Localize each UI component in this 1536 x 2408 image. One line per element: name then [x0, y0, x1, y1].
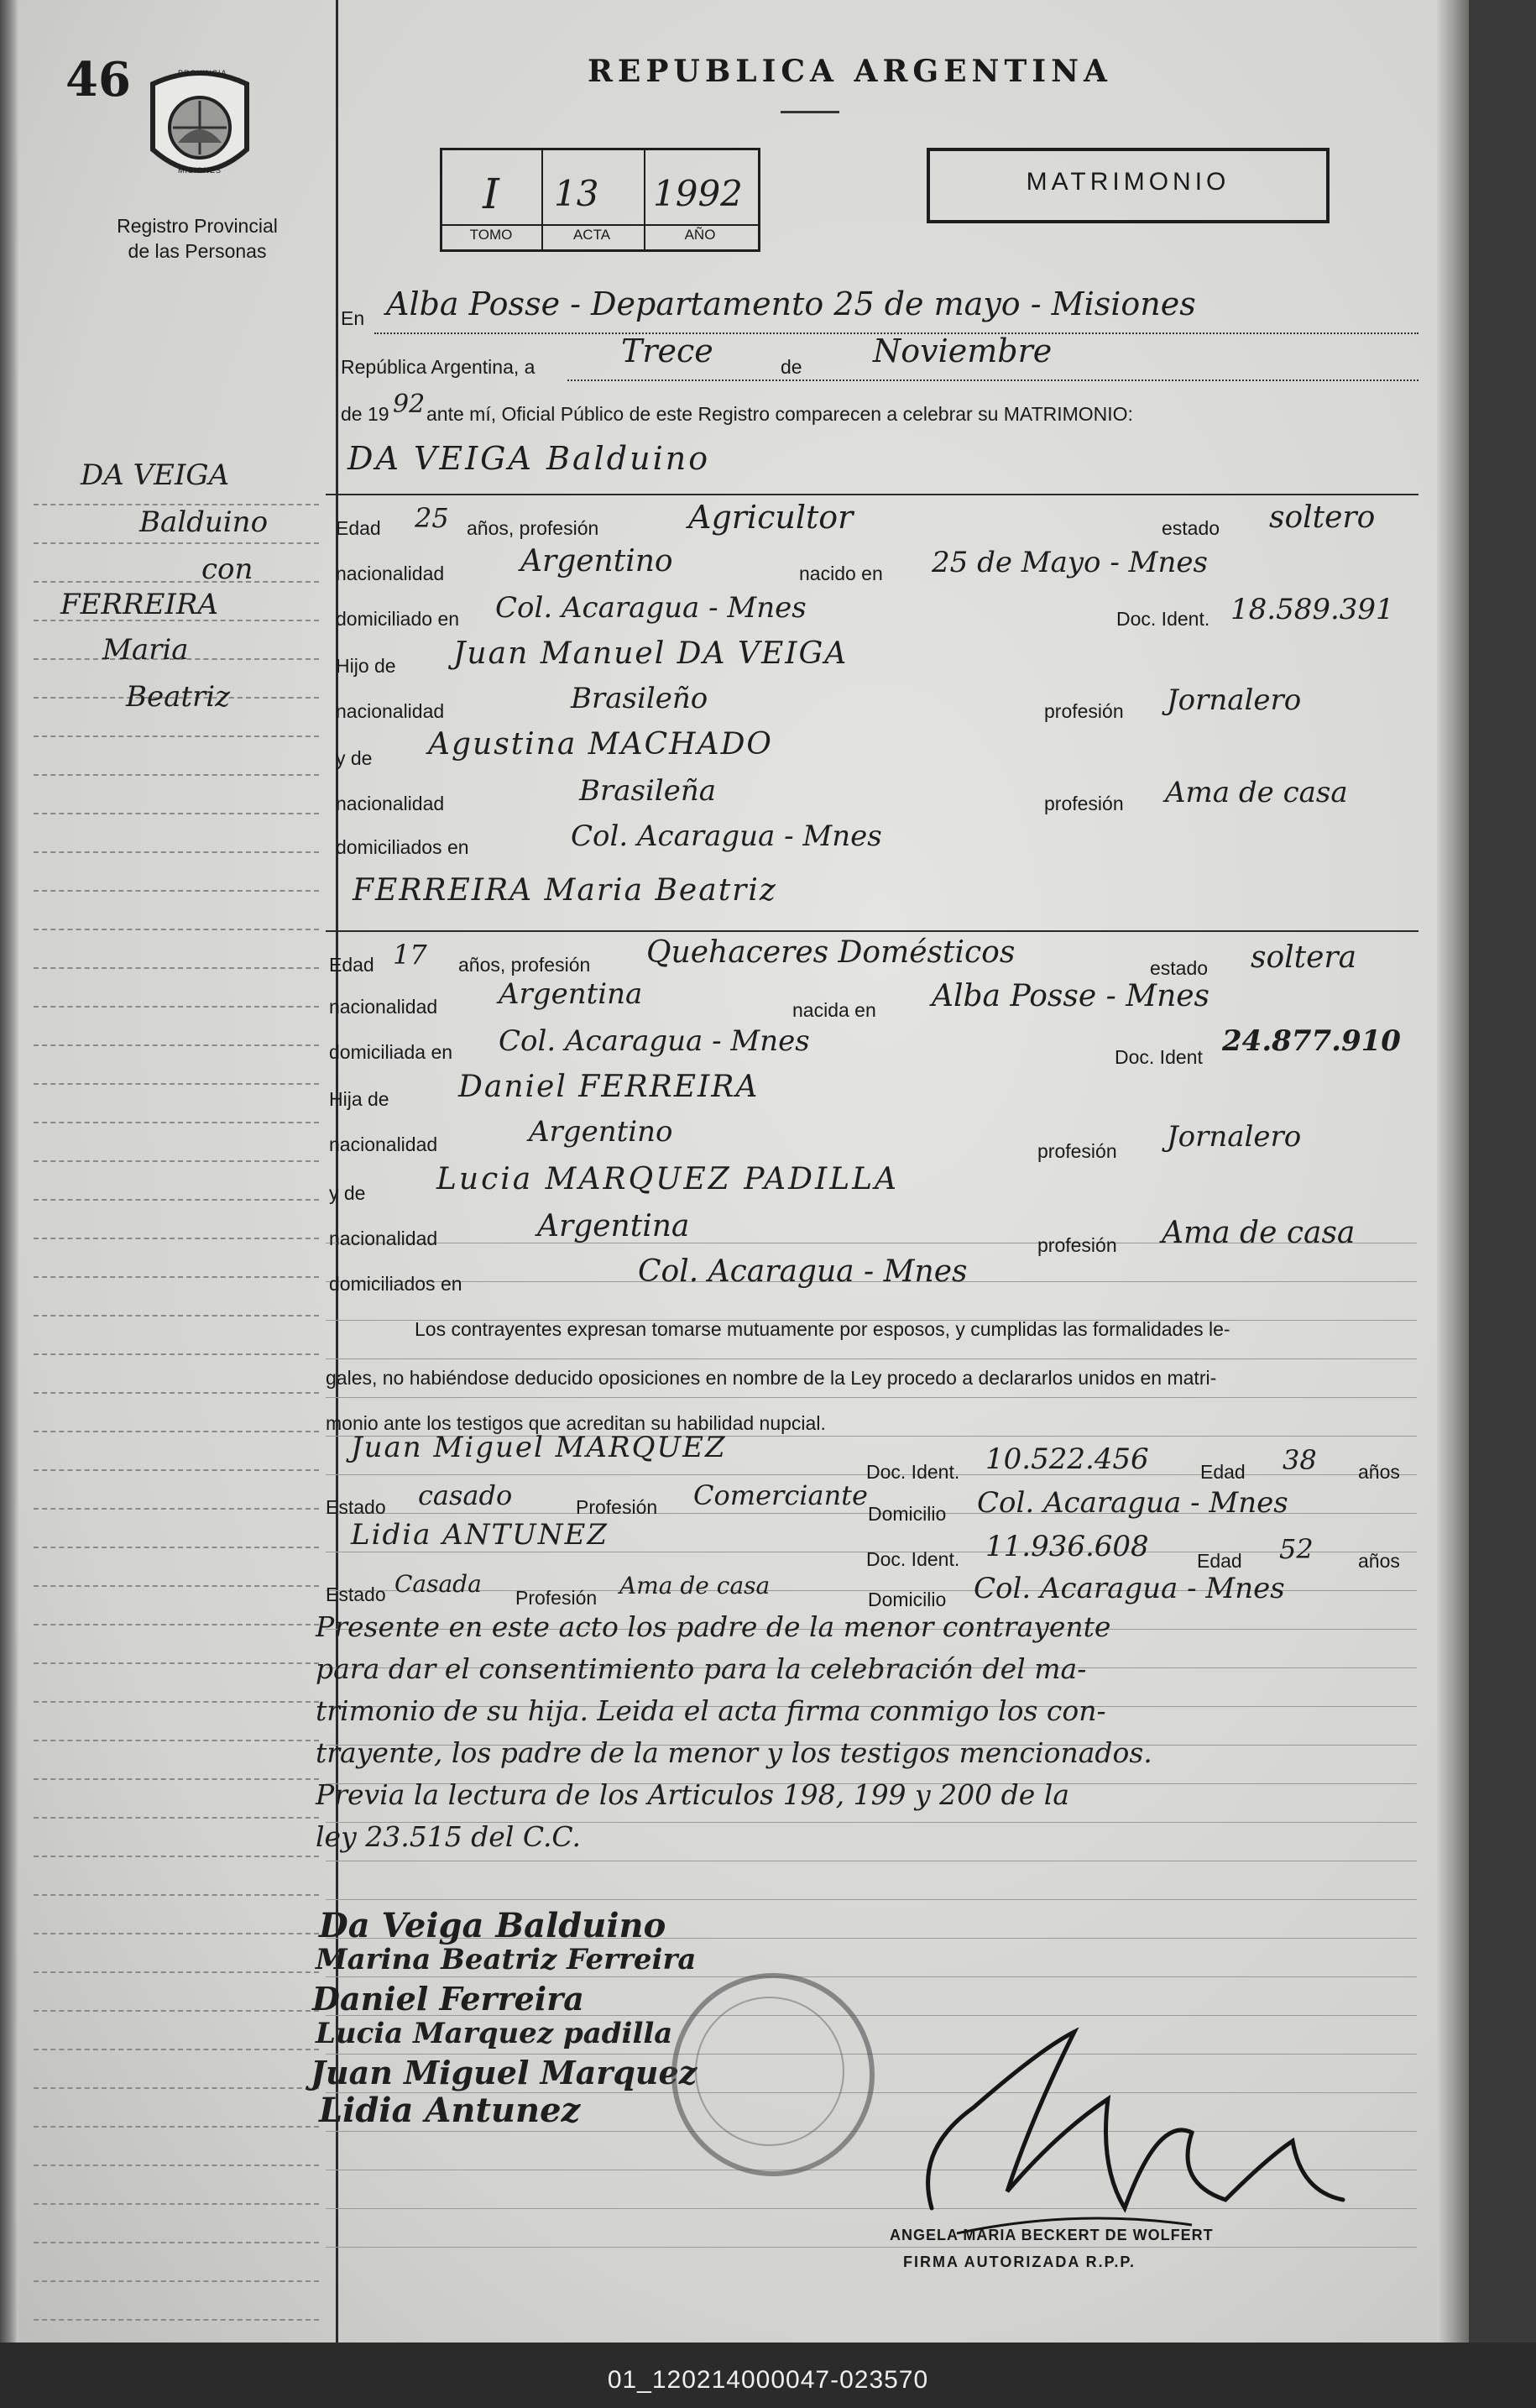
form-ruled-line — [326, 1397, 1417, 1398]
groom-edad: 25 — [415, 502, 449, 534]
page-number: 46 — [65, 52, 131, 107]
bride-padre-nac: Argentino — [529, 1115, 673, 1149]
margin-ruled-line — [34, 2010, 319, 2012]
signature-line: Marina Beatriz Ferreira — [316, 1943, 697, 1976]
groom-padre-nac-label: nacionalidad — [336, 700, 445, 722]
bride-madre-nac: Argentina — [537, 1209, 690, 1243]
margin-ruled-line — [34, 1083, 319, 1085]
margin-ruled-line — [34, 1740, 319, 1741]
witness1-estado-label: Estado — [326, 1496, 386, 1518]
bride-madre: Lucia MARQUEZ PADILLA — [436, 1162, 900, 1196]
tomo-value: I — [483, 170, 499, 218]
margin-ruled-line — [34, 813, 319, 814]
bride-y-de-label: y de — [329, 1182, 366, 1204]
bride-madre-prof-label: profesión — [1037, 1234, 1117, 1256]
witness1-profesion-label: Profesión — [576, 1496, 658, 1518]
witness1-doc: 10.522.456 — [985, 1442, 1149, 1476]
groom-doc-label: Doc. Ident. — [1116, 608, 1210, 630]
bride-name: FERREIRA Maria Beatriz — [353, 873, 777, 908]
margin-name-line: DA VEIGA — [81, 458, 230, 492]
bride-padre-prof: Jornalero — [1167, 1120, 1302, 1154]
bride-edad-label: Edad — [329, 954, 374, 976]
form-ruled-line — [326, 1976, 1417, 1977]
margin-ruled-line — [34, 1508, 319, 1510]
signature-line: Lidia Antunez — [319, 2091, 581, 2130]
margin-ruled-line — [34, 1547, 319, 1548]
month-value: Noviembre — [873, 332, 1053, 369]
margin-ruled-line — [34, 851, 319, 853]
margin-ruled-line — [34, 1701, 319, 1703]
margin-ruled-line — [34, 2319, 319, 2321]
bride-doc: 24.877.910 — [1222, 1024, 1401, 1058]
form-ruled-line — [326, 1358, 1417, 1359]
de-label: de — [781, 356, 802, 378]
groom-hijo-label: Hijo de — [336, 655, 396, 677]
witness1-profesion: Comerciante — [693, 1479, 868, 1511]
witness1-doc-label: Doc. Ident. — [866, 1461, 960, 1483]
witness2-estado: Casada — [394, 1570, 482, 1598]
en-label: En — [341, 307, 365, 329]
note-line: ley 23.515 del C.C. — [316, 1820, 581, 1853]
groom-padre: Juan Manuel DA VEIGA — [453, 636, 849, 671]
declaration-line2: gales, no habiéndose deducido oposiciones en nombre de la Ley procedo a declararlos unidos en matri- — [326, 1367, 1217, 1389]
margin-ruled-line — [34, 1894, 319, 1896]
margin-ruled-line — [34, 967, 319, 969]
groom-madre-nac: Brasileña — [579, 774, 716, 808]
groom-nacido-en: 25 de Mayo - Mnes — [932, 546, 1208, 579]
margin-ruled-line — [34, 1933, 319, 1934]
official-seal — [671, 1973, 875, 2176]
margin-ruled-line — [34, 1276, 319, 1278]
margin-ruled-line — [34, 1778, 319, 1780]
bride-estado-label: estado — [1150, 957, 1209, 979]
signature-line: Daniel Ferreira — [312, 1980, 584, 2018]
margin-name-line: Maria — [102, 633, 189, 667]
bride-padres-dom-label: domiciliados en — [329, 1273, 462, 1295]
groom-madre-prof-label: profesión — [1044, 793, 1124, 814]
margin-name-line: FERREIRA — [60, 588, 219, 621]
margin-ruled-line — [34, 581, 319, 583]
tomo-label: TOMO — [469, 227, 513, 243]
witness2-anos-label: años — [1358, 1550, 1400, 1572]
witness1-domicilio: Col. Acaragua - Mnes — [977, 1486, 1288, 1520]
margin-ruled-line — [34, 542, 319, 544]
margin-ruled-line — [34, 1392, 319, 1394]
margin-ruled-line — [34, 1662, 319, 1664]
signature-line: Juan Miguel Marquez — [311, 2054, 697, 2091]
bride-madre-nac-label: nacionalidad — [329, 1228, 438, 1249]
margin-ruled-line — [34, 2049, 319, 2050]
anio-value: 1992 — [653, 173, 743, 214]
witness1-domicilio-label: Domicilio — [868, 1503, 947, 1525]
seal-text-top: PROVINCIA — [178, 69, 227, 77]
groom-madre-prof: Ama de casa — [1165, 776, 1348, 809]
margin-name-line: con — [201, 552, 253, 586]
groom-y-de-label: y de — [336, 747, 373, 769]
bride-anos-profesion-label: años, profesión — [458, 954, 591, 976]
note-line: trayente, los padre de la menor y los testigos mencionados. — [316, 1736, 1152, 1769]
groom-estado: soltero — [1269, 500, 1376, 535]
margin-ruled-line — [34, 1469, 319, 1471]
groom-madre: Agustina MACHADO — [428, 727, 773, 762]
groom-estado-label: estado — [1162, 517, 1220, 539]
bride-profesion: Quehaceres Domésticos — [646, 935, 1016, 970]
note-line: Presente en este acto los padre de la menor contrayente — [316, 1610, 1111, 1643]
margin-ruled-line — [34, 1817, 319, 1819]
groom-nacionalidad: Argentino — [520, 544, 673, 578]
witness2-estado-label: Estado — [326, 1584, 386, 1605]
margin-ruled-line — [34, 890, 319, 892]
margin-ruled-line — [34, 1238, 319, 1239]
bride-hija-label: Hija de — [329, 1088, 389, 1110]
margin-ruled-line — [34, 2242, 319, 2243]
bride-doc-label: Doc. Ident — [1115, 1046, 1203, 1068]
margin-ruled-line — [34, 1122, 319, 1123]
margin-ruled-line — [34, 1006, 319, 1008]
groom-padre-prof-label: profesión — [1044, 700, 1124, 722]
witness2-doc-label: Doc. Ident. — [866, 1548, 960, 1570]
year-suffix: 92 — [393, 390, 426, 419]
margin-ruled-line — [34, 1856, 319, 1857]
day-value: Trece — [621, 332, 713, 369]
declaration-line3: monio ante los testigos que acreditan su habilidad nupcial. — [326, 1412, 826, 1434]
margin-ruled-line — [34, 1431, 319, 1432]
acta-label: ACTA — [572, 227, 611, 243]
margin-ruled-line — [34, 929, 319, 930]
witness1-estado: casado — [418, 1479, 513, 1511]
margin-ruled-line — [34, 1624, 319, 1625]
bride-padre-nac-label: nacionalidad — [329, 1133, 438, 1155]
note-line: para dar el consentimiento para la celebración del ma- — [316, 1652, 1087, 1685]
groom-anos-profesion-label: años, profesión — [467, 517, 599, 539]
bride-nacionalidad-label: nacionalidad — [329, 996, 438, 1018]
margin-ruled-line — [34, 1585, 319, 1587]
witness2-name: Lidia ANTUNEZ — [351, 1518, 609, 1552]
margin-ruled-line — [34, 1044, 319, 1046]
note-line: trimonio de su hija. Leida el acta firma conmigo los con- — [316, 1694, 1106, 1727]
bride-nacionalidad: Argentina — [499, 977, 643, 1011]
year-prefix: de 19 — [341, 403, 389, 425]
bride-estado: soltera — [1251, 940, 1357, 975]
witness2-edad: 52 — [1279, 1533, 1314, 1565]
bride-nacida-en: Alba Posse - Mnes — [932, 979, 1210, 1013]
groom-nacionalidad-label: nacionalidad — [336, 563, 445, 584]
note-line: Previa la lectura de los Articulos 198, 199 y 200 de la — [316, 1778, 1070, 1811]
margin-ruled-line — [34, 2203, 319, 2205]
page-binding — [0, 0, 18, 2343]
official-stamp-title: FIRMA AUTORIZADA R.P.P. — [903, 2254, 1136, 2270]
margin-ruled-line — [34, 1971, 319, 1973]
margin-ruled-line — [34, 2126, 319, 2128]
groom-name: DA VEIGA Balduino — [347, 440, 711, 477]
signature-line: Da Veiga Balduino — [319, 1906, 666, 1945]
groom-profesion: Agricultor — [688, 499, 854, 536]
margin-ruled-line — [34, 1199, 319, 1201]
acta-value: 13 — [554, 173, 599, 214]
bride-domiciliada-label: domiciliada en — [329, 1041, 453, 1063]
bride-padres-dom: Col. Acaragua - Mnes — [638, 1254, 968, 1289]
witness2-doc: 11.936.608 — [985, 1530, 1149, 1563]
bride-domicilio: Col. Acaragua - Mnes — [499, 1024, 810, 1058]
declaration-line1: Los contrayentes expresan tomarse mutuamente por esposos, y cumplidas las formalidades le- — [415, 1318, 1230, 1340]
margin-ruled-line — [34, 1353, 319, 1355]
registry-name-line1: Registro Provincial — [117, 215, 278, 237]
anio-label: AÑO — [684, 227, 716, 243]
margin-ruled-line — [34, 1160, 319, 1162]
bride-padre: Daniel FERREIRA — [458, 1070, 760, 1104]
scan-reference-code: 01_120214000047-023570 — [607, 2366, 929, 2394]
margin-ruled-line — [34, 2165, 319, 2166]
record-type: MATRIMONIO — [1026, 168, 1230, 196]
witness1-edad: 38 — [1283, 1444, 1317, 1476]
registry-name-line2: de las Personas — [128, 240, 267, 262]
seal-text-bottom: MISIONES — [178, 166, 222, 175]
margin-ruled-line — [34, 1315, 319, 1317]
groom-padre-prof: Jornalero — [1167, 683, 1302, 717]
margin-ruled-line — [34, 774, 319, 776]
groom-padre-nac: Brasileño — [571, 682, 708, 715]
margin-name-line: Balduino — [139, 505, 269, 539]
official-signature — [906, 1998, 1377, 2250]
title-ornament — [781, 111, 839, 113]
intro-statement: ante mí, Oficial Público de este Registro comparecen a celebrar su MATRIMONIO: — [426, 403, 1133, 425]
witness2-profesion-label: Profesión — [515, 1587, 598, 1609]
witness1-anos-label: años — [1358, 1461, 1400, 1483]
groom-edad-label: Edad — [336, 517, 381, 539]
form-ruled-line — [326, 1899, 1417, 1900]
country-title: REPUBLICA ARGENTINA — [588, 54, 1112, 89]
republica-label: República Argentina, a — [341, 356, 536, 378]
margin-ruled-line — [34, 2280, 319, 2282]
witness2-profesion: Ama de casa — [619, 1572, 771, 1599]
witness1-edad-label: Edad — [1200, 1461, 1246, 1483]
signature-line: Lucia Marquez padilla — [316, 2017, 673, 2050]
witness1-name: Juan Miguel MARQUEZ — [351, 1431, 727, 1464]
groom-madre-nac-label: nacionalidad — [336, 793, 445, 814]
groom-domicilio: Col. Acaragua - Mnes — [495, 591, 807, 625]
groom-padres-dom: Col. Acaragua - Mnes — [571, 819, 882, 853]
groom-doc: 18.589.391 — [1230, 593, 1394, 626]
page-edge — [1437, 0, 1469, 2343]
bride-nacida-label: nacida en — [792, 999, 876, 1021]
bride-edad: 17 — [393, 939, 427, 971]
margin-ruled-line — [34, 735, 319, 737]
margin-ruled-line — [34, 2087, 319, 2089]
groom-nacido-label: nacido en — [799, 563, 883, 584]
place-value: Alba Posse - Departamento 25 de mayo - Misiones — [386, 285, 1196, 322]
official-stamp-name: ANGELA MARIA BECKERT DE WOLFERT — [890, 2227, 1214, 2243]
bride-padre-prof-label: profesión — [1037, 1140, 1117, 1162]
witness2-domicilio-label: Domicilio — [868, 1589, 947, 1610]
margin-name-line: Beatriz — [126, 680, 231, 714]
bride-madre-prof: Ama de casa — [1162, 1216, 1356, 1250]
groom-domiciliado-label: domiciliado en — [336, 608, 460, 630]
witness2-edad-label: Edad — [1197, 1550, 1242, 1572]
groom-padres-dom-label: domiciliados en — [336, 836, 469, 858]
witness2-domicilio: Col. Acaragua - Mnes — [974, 1572, 1285, 1605]
